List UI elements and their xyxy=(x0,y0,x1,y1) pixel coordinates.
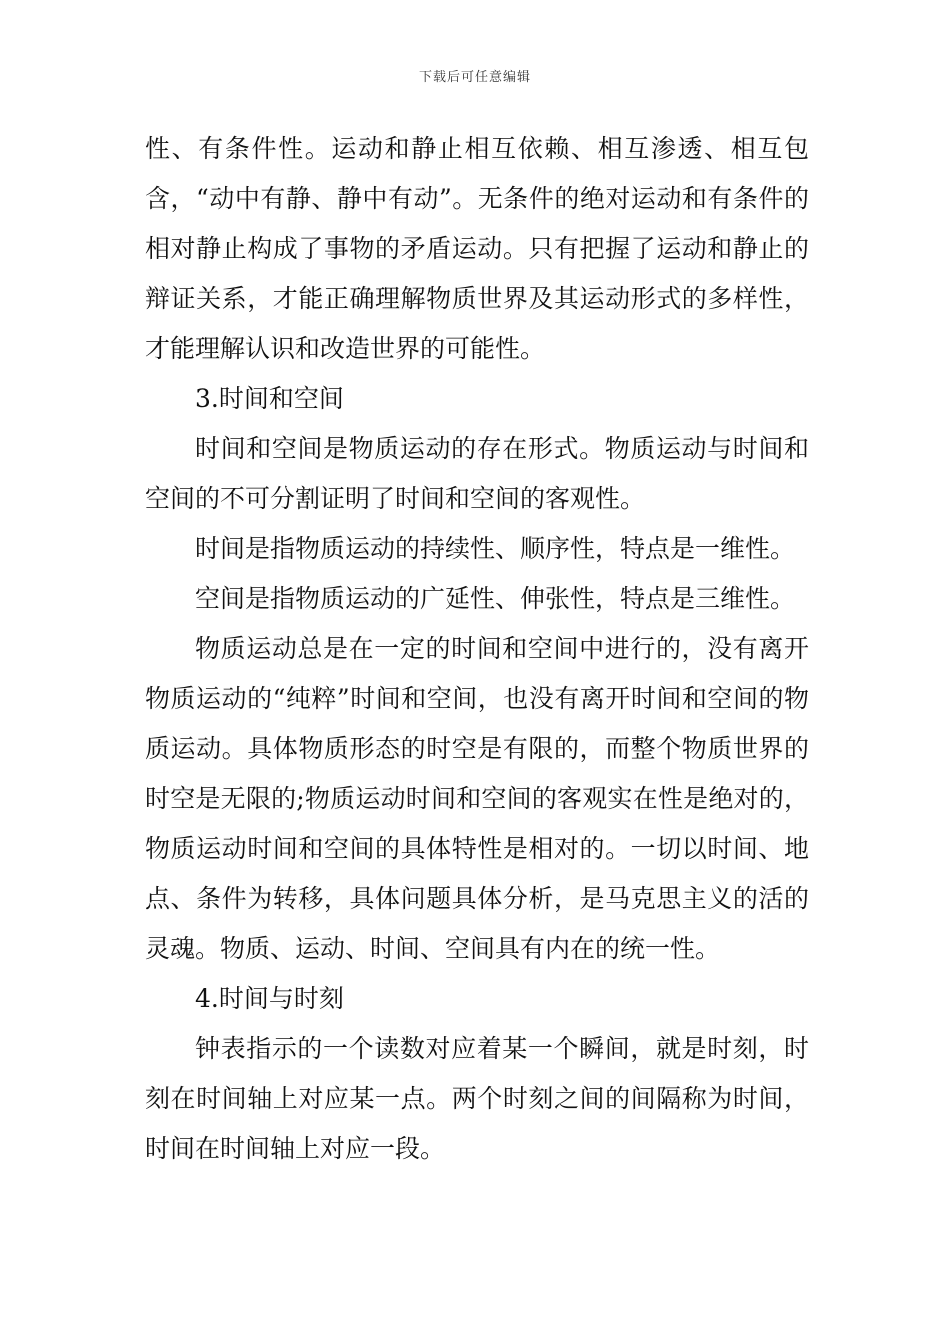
paragraph: 钟表指示的一个读数对应着某一个瞬间，就是时刻，时刻在时间轴上对应某一点。两个时刻之间的间隔称为时间，时间在时间轴上对应一段。 xyxy=(145,1034,809,1163)
document-body xyxy=(145,124,809,1174)
paragraph: 时间和空间是物质运动的存在形式。物质运动与时间和空间的不可分割证明了时间和空间的客观性。 xyxy=(145,434,809,513)
paragraph: 时间是指物质运动的持续性、顺序性，特点是一维性。 xyxy=(195,534,796,563)
paragraph-continuation: 性、有条件性。运动和静止相互依赖、相互渗透、相互包含，“动中有静、静中有动”。无条件的绝对运动和有条件的相对静止构成了事物的矛盾运动。只有把握了运动和静止的辩证关系，才能正确理解物质世界及其运动形式的多样性，才能理解认识和改造世界的可能性。 xyxy=(145,134,809,363)
paragraph: 空间是指物质运动的广延性、伸张性，特点是三维性。 xyxy=(195,584,796,613)
section-heading-time-space: 3.时间和空间 xyxy=(195,384,344,413)
section-heading-time-moment: 4.时间与时刻 xyxy=(195,984,344,1013)
page-header: 下载后可任意编辑 xyxy=(418,70,531,85)
paragraph: 物质运动总是在一定的时间和空间中进行的，没有离开物质运动的“纯粹”时间和空间，也没有离开时间和空间的物质运动。具体物质形态的时空是有限的，而整个物质世界的时空是无限的;物质运动时间和空间的客观实在性是绝对的，物质运动时间和空间的具体特性是相对的。一切以时间、地点、条件为转移，具体问题具体分析，是马克思主义的活的灵魂。物质、运动、时间、空间具有内在的统一性。 xyxy=(145,634,809,963)
